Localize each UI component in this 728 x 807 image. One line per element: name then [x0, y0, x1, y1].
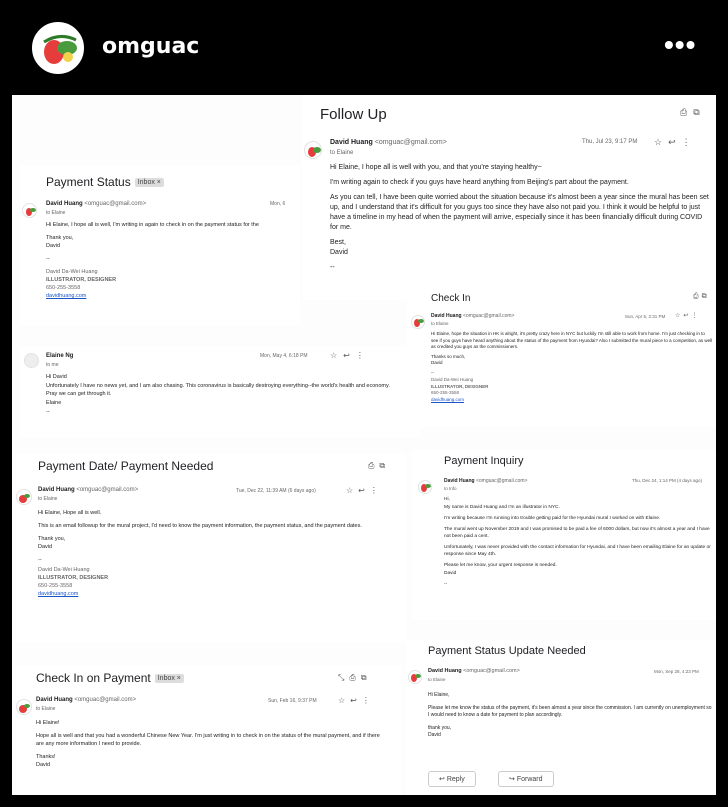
recipient[interactable]: to Info [444, 486, 457, 491]
star-icon[interactable]: ☆ [330, 351, 344, 360]
email-subject: Check In on Payment Inbox × [36, 671, 184, 685]
message-actions [346, 486, 383, 495]
open-new-window-icon[interactable]: ⧉ [360, 673, 372, 682]
email-toolbar [680, 107, 706, 118]
profile-avatar[interactable] [32, 22, 84, 74]
avatar [16, 489, 32, 505]
reply-icon[interactable]: ↩ [668, 137, 682, 147]
print-icon[interactable]: ⎙ [349, 673, 361, 682]
message-actions [675, 312, 700, 319]
sender: David Huang <omguac@gmail.com> [36, 697, 137, 703]
post-header [0, 0, 728, 95]
message-actions [330, 351, 370, 360]
print-icon[interactable]: ⎙ [693, 293, 702, 300]
more-icon[interactable]: ⋮ [681, 137, 697, 147]
email-check-in-payment [16, 665, 401, 795]
avatar [418, 480, 432, 494]
paragraph: As you can tell, I have been quite worried about the situation because it's almost been a year since the mural has been set up, and I understand that it's difficult for you guys too since they have also not paid you. I think it would be helpful to just have a timeline in my head of when the payment will arrive, especially since it has been financially difficult during COVID for me. [330, 194, 709, 231]
reply-icon: ↩ [439, 776, 447, 783]
star-icon[interactable]: ☆ [675, 313, 684, 319]
forward-icon: ↪ [509, 776, 517, 783]
reply-icon[interactable]: ↩ [350, 696, 362, 705]
star-icon[interactable]: ☆ [338, 696, 351, 705]
avatar [304, 141, 322, 159]
email-payment-inquiry [412, 450, 716, 620]
signature: David Da-Wei Huang ILLUSTRATOR, DESIGNER 650-255-3558 davidhuang.com [46, 269, 117, 299]
open-new-window-icon[interactable]: ⧉ [701, 293, 710, 300]
recipient[interactable]: to Elaine [38, 496, 58, 502]
email-date: Mon, May 4, 6:18 PM [260, 353, 308, 359]
recipient[interactable]: to me [46, 362, 59, 368]
signature: David Da-Wei Huang ILLUSTRATOR, DESIGNER 650-255-3558 davidhuang.com [38, 567, 109, 597]
email-date: Thu, Dec 24, 1:14 PM (4 days ago) [632, 478, 703, 483]
email-date: Thu, Jul 23, 9:17 PM [582, 139, 638, 145]
email-body: Hi Elaine! Hope all is well and that you had a wonderful Chinese New Year. I'm just writing in to check in on the status of the mural payment, and if there are any more information I need to provide. Thanks! David [36, 720, 380, 768]
avatar [24, 353, 39, 368]
email-body: Hi Elaine, hope the situation in HK is alright, it's pretty crazy here in NYC but luckily I'm still able to work from home. I'm just checking in to see if you guys have heard anything about the status of the payment from Hyundai? Also I submitted the mural piece to a competition, as well as credited you guys as the commissioners. Thanks so much, David -- David Da-Wei Huang ILLUSTRATOR, DESIGNER 650-255-3558 davidhuang.com [431, 331, 713, 402]
reply-icon[interactable]: ↩ [683, 313, 692, 319]
message-actions [338, 696, 375, 705]
email-subject: Follow Up [320, 106, 387, 123]
avatar [411, 315, 425, 329]
collapse-icon[interactable]: ⤡ [338, 673, 350, 682]
avatar [408, 670, 422, 684]
recipient[interactable]: to Elaine [46, 210, 66, 216]
avatar [22, 203, 37, 218]
sender-name: Elaine Ng [46, 353, 74, 359]
message-actions [654, 137, 697, 148]
sender [330, 139, 447, 146]
email-toolbar [693, 293, 710, 301]
email-subject: Payment Status Update Needed [428, 645, 586, 657]
email-follow-up [302, 95, 716, 300]
email-subject: Payment Status Inbox × [46, 175, 164, 189]
sender: David Huang <omguac@gmail.com> [46, 201, 147, 207]
more-icon[interactable]: ⋮ [361, 696, 375, 705]
email-collage [12, 95, 716, 795]
email-body: Hi Elaine, Hope all is well. This is an email followup for the mural project, I'd need to know the payment information, the payment status, and the payment dates. Thank you, David -- David Da-Wei Huang ILLUSTRATOR, DESIGNER 650-255-3558 davidhuang.com [38, 509, 388, 603]
reply-icon[interactable]: ↩ [343, 351, 356, 360]
signature: David Da-Wei Huang ILLUSTRATOR, DESIGNER 650-255-3558 davidhuang.com [431, 377, 489, 402]
email-subject: Payment Inquiry [444, 455, 524, 467]
email-payment-status [20, 165, 300, 325]
username[interactable]: omguac [102, 34, 200, 59]
sender: David Huang <omguac@gmail.com> [444, 478, 528, 484]
inbox-label[interactable]: Inbox × [155, 674, 184, 683]
more-icon[interactable]: ⋮ [355, 351, 370, 360]
email-date: Mon, Sep 28, 4:23 PM [654, 669, 699, 674]
paragraph: I'm writing again to check if you guys have heard anything from Beijing's part about the payment. [330, 179, 629, 186]
signature-dash: -- [330, 264, 335, 271]
email-body: Hi, My name is David Huang and I'm an illustrator in NYC. I'm writing because I'm running into trouble getting paid for the Hyundai mural I worked on with Elaine. The mural went up November 2019 and I was promised to be paid a fee of 6000 dollars, but now it's almost a year and I have not been paid a cent. Unfortunately, I was never provided with the contact information for Hyundai, and I have been emailing Elaine for an update or response since May 4th. Please let me know, your urgent response is needed. David -- [444, 497, 711, 587]
sender-name: David Huang [330, 139, 373, 146]
forward-button[interactable]: ↪ Forward [498, 771, 554, 787]
email-body: Hi Elaine, Please let me know the status of the payment, it's been almost a year since the commission. I am currently on unemployment so I would need to know a date for payment to plan accordingly. thank you, David [428, 692, 712, 738]
inbox-label[interactable]: Inbox × [135, 178, 164, 187]
open-new-window-icon[interactable]: ⧉ [693, 107, 706, 117]
sender-email: <omguac@gmail.com> [374, 139, 447, 146]
email-subject: Check In [431, 293, 471, 304]
avatar [16, 699, 32, 715]
more-options-icon[interactable]: ••• [664, 29, 697, 60]
reply-button[interactable]: ↩ Reply [428, 771, 476, 787]
email-subject: Payment Date/ Payment Needed [38, 459, 214, 473]
recipient[interactable]: to Elaine [36, 706, 56, 712]
email-payment-date [16, 453, 406, 643]
closing: Best, David [330, 239, 348, 256]
sender: David Huang <omguac@gmail.com> [431, 313, 515, 319]
website-link[interactable]: davidhuang.com [38, 591, 79, 597]
email-body: Hi David Unfortunately I have no news yet, and I am also chasing. This coronavirus is basically destroying everything--the world's health and economy. Pray we can get through it. Elaine -- [46, 374, 390, 415]
email-toolbar [338, 673, 372, 683]
more-icon[interactable]: ⋮ [691, 313, 701, 319]
reply-icon[interactable]: ↩ [358, 486, 370, 495]
email-toolbar [368, 461, 390, 471]
print-icon[interactable]: ⎙ [368, 461, 380, 470]
email-date: Tue, Dec 22, 11:39 AM (6 days ago) [236, 488, 316, 494]
recipient[interactable]: to Elaine [330, 150, 354, 156]
email-body [330, 163, 710, 278]
recipient[interactable]: to Elaine [428, 677, 446, 682]
recipient[interactable]: to Elaine [431, 321, 449, 326]
star-icon[interactable]: ☆ [346, 486, 359, 495]
more-icon[interactable]: ⋮ [369, 486, 383, 495]
email-body: Hi Elaine, I hope all is well, I'm writing in again to check in on the payment status for the Thank you, David -- David Da-Wei Huang ILLUSTRATOR, DESIGNER 650-255-3558 davidhuang.com [46, 221, 296, 305]
email-check-in [407, 287, 716, 427]
email-status-update [406, 640, 716, 795]
open-new-window-icon[interactable]: ⧉ [379, 461, 391, 470]
email-date: Mon, 6 [270, 201, 286, 207]
sender: David Huang <omguac@gmail.com> [428, 668, 520, 674]
star-icon[interactable]: ☆ [654, 137, 669, 147]
website-link[interactable]: davidhuang.com [46, 293, 87, 299]
email-elaine-reply [20, 347, 420, 437]
sender: David Huang <omguac@gmail.com> [38, 487, 139, 493]
email-date: Sun, Apr 5, 2:31 PM [625, 314, 666, 319]
email-date: Sun, Feb 16, 9:37 PM [268, 698, 317, 704]
greeting: Hi Elaine, I hope all is well with you, and that you're staying healthy~ [330, 164, 542, 171]
print-icon[interactable]: ⎙ [680, 107, 694, 117]
website-link[interactable]: davidhuang.com [431, 396, 465, 402]
